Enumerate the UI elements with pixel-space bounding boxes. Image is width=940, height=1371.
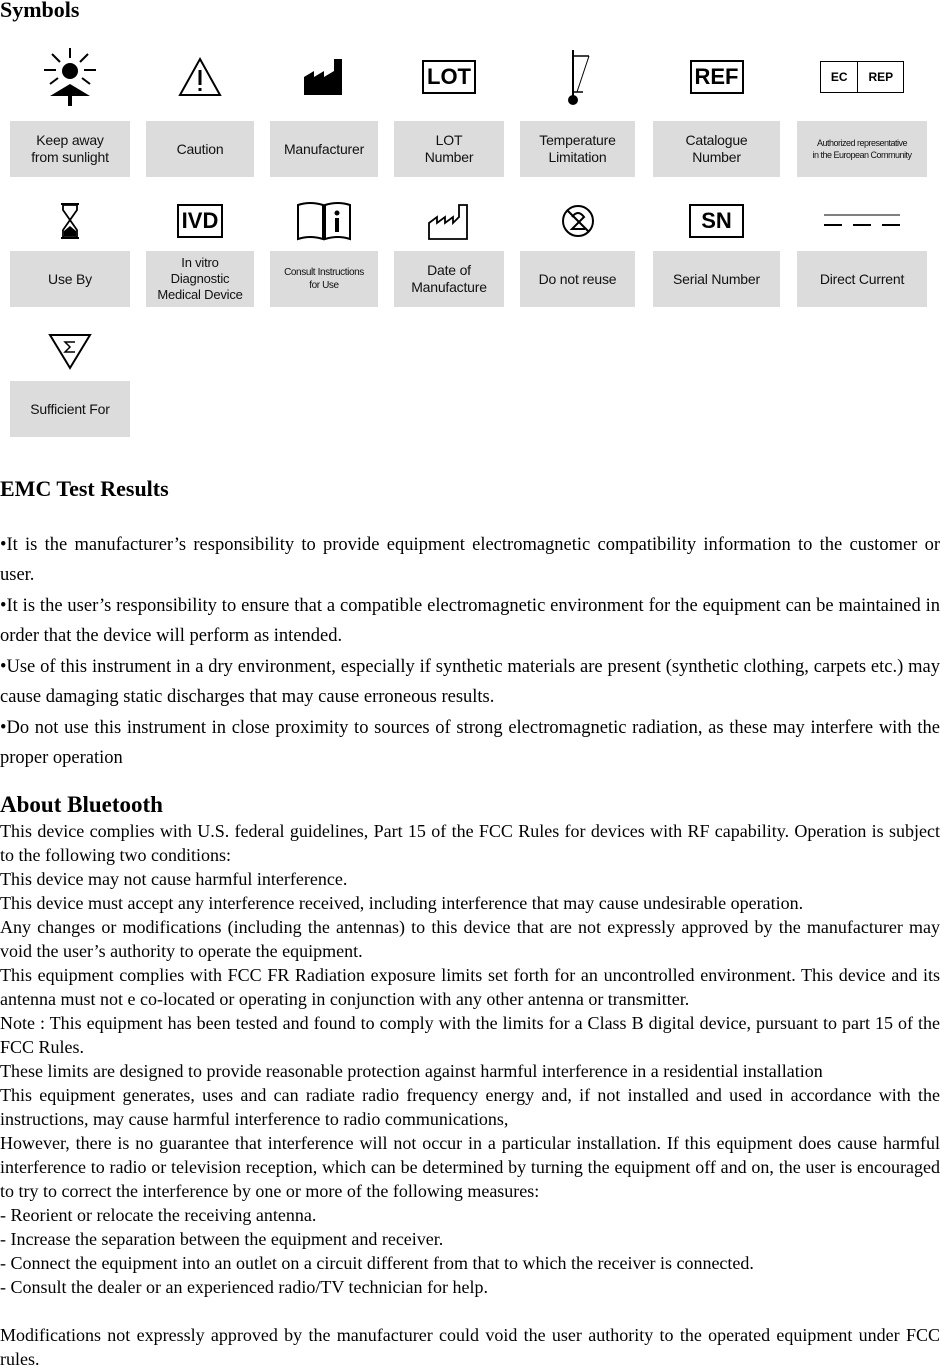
emc-paragraph: •It is the manufacturer’s responsibility to provide equipment electromagnetic compatibility information to the customer or user. <box>0 535 940 585</box>
symbol-manufacturer <box>270 45 378 177</box>
ivd-box-icon <box>146 193 254 249</box>
emc-heading: EMC Test Results <box>0 476 169 501</box>
symbol-consult-instructions <box>270 193 378 307</box>
book-info-icon <box>270 193 378 249</box>
emc-paragraph: •Use of this instrument in a dry environment, especially if synthetic materials are present (synthetic clothing, carpets etc.) may cause damaging static discharges that may cause erroneous results. <box>0 657 940 707</box>
symbol-label: Manufacturer <box>270 121 378 177</box>
bluetooth-list-item: - Connect the equipment into an outlet on a circuit different from that to which the receiver is connected. <box>0 1253 754 1273</box>
bluetooth-list-item: - Consult the dealer or an experienced radio/TV technician for help. <box>0 1277 488 1297</box>
symbol-temperature-limitation <box>520 45 635 177</box>
crossed-two-icon <box>520 193 635 249</box>
symbol-label: Date of Manufacture <box>394 251 504 307</box>
symbol-use-by <box>10 193 130 307</box>
symbol-authorized-representative <box>797 45 927 177</box>
bluetooth-paragraph: This equipment generates, uses and can radiate radio frequency energy and, if not installed and used in accordance with the instructions, may cause harmful interference to radio communications, <box>0 1085 940 1129</box>
bluetooth-list-item: - Increase the separation between the equipment and receiver. <box>0 1229 444 1249</box>
symbol-label: Do not reuse <box>520 251 635 307</box>
symbol-in-vitro-diagnostic <box>146 193 254 307</box>
symbol-label: Authorized representative in the European Community <box>797 121 927 177</box>
hourglass-icon <box>10 193 130 249</box>
factory-outline-icon <box>394 193 504 249</box>
lot-box-icon <box>394 45 504 109</box>
symbol-serial-number <box>653 193 780 307</box>
symbol-do-not-reuse <box>520 193 635 307</box>
bluetooth-heading: About Bluetooth <box>0 792 163 817</box>
symbol-label: Use By <box>10 251 130 307</box>
symbol-direct-current <box>797 193 927 307</box>
sun-umbrella-icon <box>10 45 130 109</box>
symbol-label: Temperature Limitation <box>520 121 635 177</box>
caution-triangle-icon <box>146 45 254 109</box>
emc-section <box>0 530 940 774</box>
symbol-label: Caution <box>146 121 254 177</box>
bluetooth-paragraph: Any changes or modifications (including the antennas) to this device that are not expressly approved by the manufacturer may void the user’s authority to operate the equipment. <box>0 917 940 961</box>
symbol-label: Consult Instructions for Use <box>270 251 378 307</box>
symbol-label: Keep away from sunlight <box>10 121 130 177</box>
symbols-grid <box>0 0 940 440</box>
symbol-keep-away-from-sunlight <box>10 45 130 177</box>
bluetooth-paragraph: This device may not cause harmful interference. <box>0 869 348 889</box>
ec-code: EC <box>830 70 848 84</box>
thermometer-icon <box>520 45 635 109</box>
symbol-label: Serial Number <box>653 251 780 307</box>
bluetooth-paragraph: This device complies with U.S. federal guidelines, Part 15 of the FCC Rules for devices with RF capability. Operation is subject to the following two conditions: <box>0 821 940 865</box>
symbol-label: Catalogue Number <box>653 121 780 177</box>
sigma-triangle-icon <box>10 323 130 379</box>
bluetooth-list-item: - Reorient or relocate the receiving antenna. <box>0 1205 317 1225</box>
bluetooth-paragraph: Note : This equipment has been tested and found to comply with the limits for a Class B digital device, pursuant to part 15 of the FCC Rules. <box>0 1013 940 1057</box>
bluetooth-paragraph: These limits are designed to provide reasonable protection against harmful interference in a residential installation <box>0 1061 823 1081</box>
bluetooth-paragraph: This equipment complies with FCC FR Radiation exposure limits set forth for an uncontrolled environment. This device and its antenna must not e co-located or operating in conjunction with any other antenna or transmitter. <box>0 965 940 1009</box>
symbol-sufficient-for <box>10 323 130 437</box>
ec-rep-box-icon <box>797 45 927 109</box>
symbol-label: Direct Current <box>797 251 927 307</box>
symbols-heading: Symbols <box>0 0 80 22</box>
symbol-lot-number <box>394 45 504 177</box>
symbol-label: In vitro Diagnostic Medical Device <box>146 251 254 307</box>
emc-paragraph: •Do not use this instrument in close proximity to sources of strong electromagnetic radiation, as these may interfere with the proper operation <box>0 718 940 768</box>
lot-code: LOT <box>422 60 476 94</box>
symbol-date-of-manufacture <box>394 193 504 307</box>
symbol-label: LOT Number <box>394 121 504 177</box>
bluetooth-paragraph: However, there is no guarantee that interference will not occur in a particular installation. If this equipment does cause harmful interference to radio or television reception, which can be determined by turning the equipment off and on, the user is encouraged to try to correct the interference by one or more of the following measures: <box>0 1133 940 1201</box>
ref-box-icon <box>653 45 780 109</box>
bluetooth-section <box>0 819 940 1371</box>
emc-paragraph: •It is the user’s responsibility to ensure that a compatible electromagnetic environment for the equipment can be maintained in order that the device will perform as intended. <box>0 596 940 646</box>
ivd-code: IVD <box>177 204 224 238</box>
direct-current-icon <box>797 193 927 249</box>
symbol-catalogue-number <box>653 45 780 177</box>
sn-code: SN <box>689 204 744 238</box>
bluetooth-paragraph: This device must accept any interference received, including interference that may cause undesirable operation. <box>0 893 804 913</box>
ref-code: REF <box>690 60 744 94</box>
symbol-caution <box>146 45 254 177</box>
symbol-label: Sufficient For <box>10 381 130 437</box>
bluetooth-closing: Modifications not expressly approved by the manufacturer could void the user authority to the operated equipment under FCC rules. <box>0 1325 940 1369</box>
sn-box-icon <box>653 193 780 249</box>
rep-code: REP <box>857 62 903 92</box>
factory-icon <box>270 45 378 109</box>
